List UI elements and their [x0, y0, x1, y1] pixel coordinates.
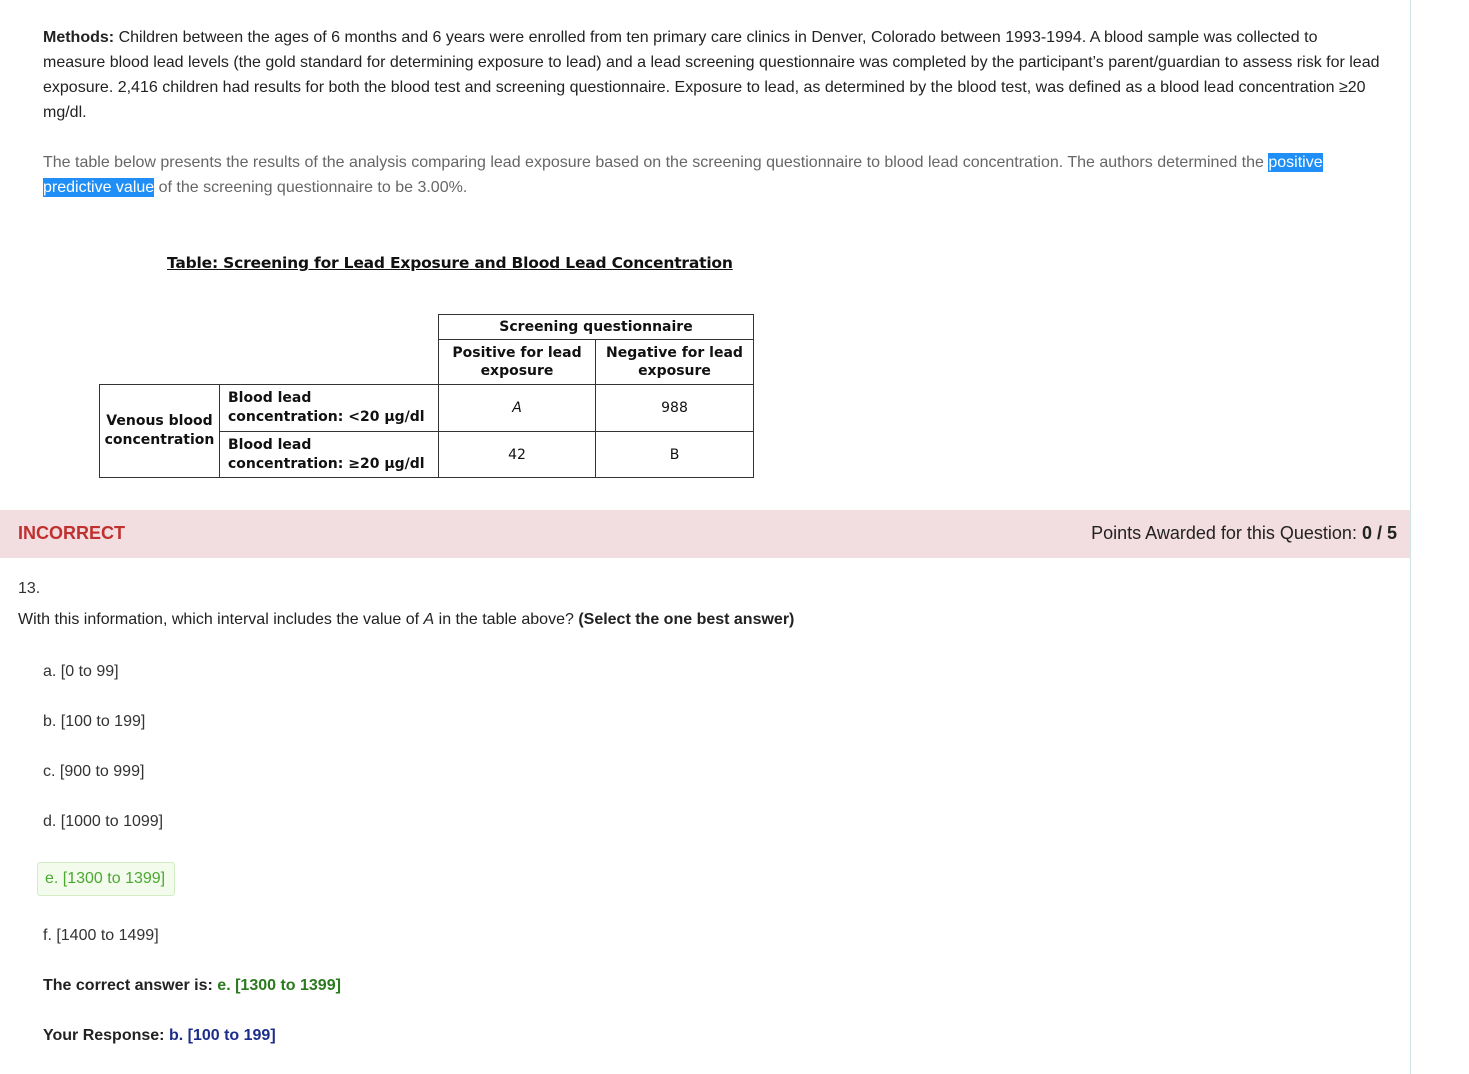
- table-col-negative: Negative for lead exposure: [595, 339, 754, 385]
- methods-text: Children between the ages of 6 months and 6 years were enrolled from ten primary care clinics in Denver, Colorado between 1993-1994. A blood sample was collected to measure blood lead levels (the gold standard for determining exposure to lead) and a lead screening questionnaire was completed by the participant’s parent/guardian to assess risk for lead exposure. 2,416 children had results for both the blood test and screening questionnaire. Exposure to lead, as determined by the blood test, was defined as a blood lead concentration ≥20 mg/dl.: [43, 29, 1380, 121]
- table-row1-label: Blood lead concentration: <20 µg/dl: [219, 384, 439, 432]
- intro-paragraph: [43, 150, 1383, 200]
- points-label: Points Awarded for this Question:: [1091, 523, 1357, 543]
- question-variable: A: [423, 611, 435, 628]
- page-right-border: [1410, 0, 1411, 1074]
- table-cell-988: 988: [595, 384, 754, 432]
- option-e-correct[interactable]: e. [1300 to 1399]: [37, 862, 175, 896]
- your-response-label: Your Response:: [43, 1027, 165, 1044]
- table-row-group: Venous blood concentration: [99, 384, 220, 478]
- result-banner: [0, 510, 1410, 558]
- table-cell-a: A: [438, 384, 596, 432]
- correct-answer-value: e. [1300 to 1399]: [217, 977, 341, 994]
- table-group-header: Screening questionnaire: [438, 314, 754, 340]
- table-title: Table: Screening for Lead Exposure and Blood Lead Concentration: [167, 254, 733, 272]
- option-d[interactable]: d. [1000 to 1099]: [43, 813, 164, 830]
- question-text-before: With this information, which interval includes the value of: [18, 611, 424, 628]
- points-awarded: [1091, 523, 1397, 544]
- methods-label: Methods:: [43, 29, 115, 46]
- your-response-value: b. [100 to 199]: [168, 1027, 276, 1044]
- correct-answer-label: The correct answer is:: [43, 977, 213, 994]
- option-a[interactable]: a. [0 to 99]: [43, 663, 119, 680]
- intro-text-after: of the screening questionnaire to be 3.00%.: [154, 179, 468, 196]
- points-value: 0 / 5: [1361, 523, 1397, 543]
- option-f[interactable]: f. [1400 to 1499]: [43, 927, 159, 944]
- methods-paragraph: [43, 25, 1383, 125]
- option-b[interactable]: b. [100 to 199]: [43, 713, 146, 730]
- option-c[interactable]: c. [900 to 999]: [43, 763, 145, 780]
- table-cell-42: 42: [438, 431, 596, 478]
- your-response: [43, 1027, 276, 1045]
- table-col-positive: Positive for lead exposure: [438, 339, 596, 385]
- result-status: INCORRECT: [18, 523, 125, 543]
- intro-text-before: The table below presents the results of the analysis comparing lead exposure based on the screening questionnaire to blood lead concentration. The authors determined the: [43, 154, 1269, 171]
- table-row2-label: Blood lead concentration: ≥20 µg/dl: [219, 431, 439, 478]
- question-instruction: (Select the one best answer): [578, 611, 795, 628]
- question-number: 13.: [18, 580, 41, 597]
- table-cell-b: B: [595, 431, 754, 478]
- correct-answer: [43, 977, 341, 995]
- intro-highlighted-text[interactable]: positive predictive value: [43, 154, 1323, 196]
- question-text: [18, 611, 794, 629]
- question-text-after: in the table above?: [434, 611, 579, 628]
